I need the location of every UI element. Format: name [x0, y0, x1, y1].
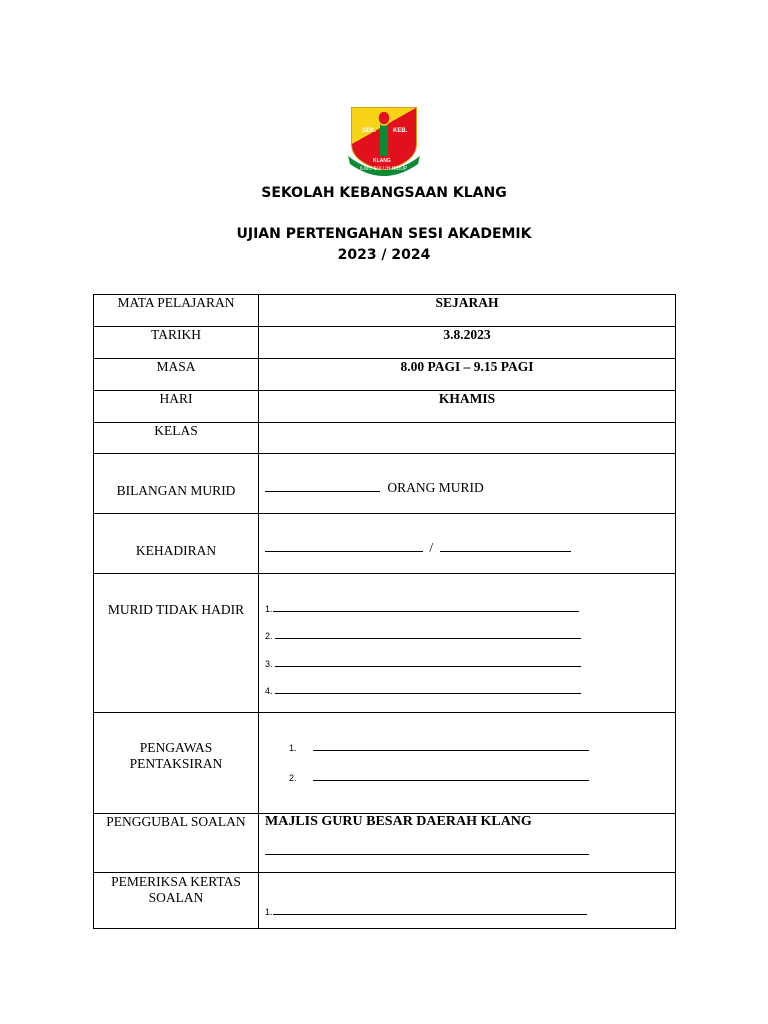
attendance-present-line[interactable] [265, 540, 423, 552]
date-value: 3.8.2023 [259, 327, 676, 359]
attendance-total-line[interactable] [440, 540, 571, 552]
table-row [94, 327, 676, 359]
school-crest [346, 104, 422, 180]
invigilator-number-1: 1. [289, 743, 297, 753]
attendance-separator: / [429, 540, 434, 555]
students-label: BILANGAN MURID [94, 454, 259, 514]
absent-line-4[interactable] [275, 682, 581, 694]
invigilator-number-2: 2. [289, 773, 297, 783]
absent-line-3[interactable] [275, 655, 581, 667]
crest-scroll-text: ILMU SULUH HIDUP [360, 166, 408, 172]
absent-number-3: 3. [265, 659, 273, 669]
absent-number-1: 1. [265, 604, 273, 614]
time-label: MASA [94, 359, 259, 391]
exam-session: 2023 / 2024 [337, 247, 431, 263]
checker-value [259, 873, 676, 929]
day-value: KHAMIS [259, 391, 676, 423]
crest-text-name: KLANG [373, 158, 391, 164]
absent-line-2[interactable] [275, 627, 581, 639]
students-suffix: ORANG MURID [387, 480, 484, 495]
attendance-label: KEHADIRAN [94, 514, 259, 574]
absent-line-1[interactable] [273, 600, 579, 612]
invigilator-label [94, 713, 259, 814]
setter-label: PENGGUBAL SOALAN [94, 814, 259, 873]
checker-number: 1. [265, 907, 273, 917]
class-label: KELAS [94, 423, 259, 454]
table-row [94, 574, 676, 713]
school-crest-icon [346, 104, 422, 180]
table-row [94, 514, 676, 574]
setter-value [259, 814, 676, 873]
table-row [94, 713, 676, 814]
setter-line[interactable] [265, 843, 589, 855]
time-value: 8.00 PAGI – 9.15 PAGI [259, 359, 676, 391]
table-row [94, 391, 676, 423]
subject-label: MATA PELAJARAN [94, 295, 259, 327]
students-count-line[interactable] [265, 480, 380, 492]
checker-line[interactable] [273, 903, 587, 915]
checker-label [94, 873, 259, 929]
setter-name: MAJLIS GURU BESAR DAERAH KLANG [265, 814, 532, 829]
absent-number-2: 2. [265, 631, 273, 641]
checker-label-line1: PEMERIKSA KERTAS [111, 874, 241, 889]
attendance-value [259, 514, 676, 574]
invigilator-line-2[interactable] [313, 769, 589, 781]
school-name: SEKOLAH KEBANGSAAN KLANG [261, 185, 507, 201]
table-row [94, 454, 676, 514]
exam-title: UJIAN PERTENGAHAN SESI AKADEMIK [236, 226, 532, 242]
crest-text-left: SEK. [362, 128, 377, 134]
table-row [94, 295, 676, 327]
class-value[interactable] [259, 423, 676, 454]
absent-value [259, 574, 676, 713]
absent-number-4: 4. [265, 686, 273, 696]
invigilator-label-line1: PENGAWAS [139, 740, 213, 755]
invigilator-line-1[interactable] [313, 739, 589, 751]
invigilator-label-line2: PENTAKSIRAN [129, 756, 223, 771]
exam-info-table [93, 294, 676, 929]
absent-label: MURID TIDAK HADIR [94, 574, 259, 713]
day-label: HARI [94, 391, 259, 423]
students-value [259, 454, 676, 514]
table-row [94, 873, 676, 929]
invigilator-value [259, 713, 676, 814]
checker-label-line2: SOALAN [148, 890, 204, 905]
table-row [94, 423, 676, 454]
date-label: TARIKH [94, 327, 259, 359]
crest-text-right: KEB. [393, 128, 408, 134]
table-row [94, 359, 676, 391]
table-row [94, 814, 676, 873]
subject-value: SEJARAH [259, 295, 676, 327]
